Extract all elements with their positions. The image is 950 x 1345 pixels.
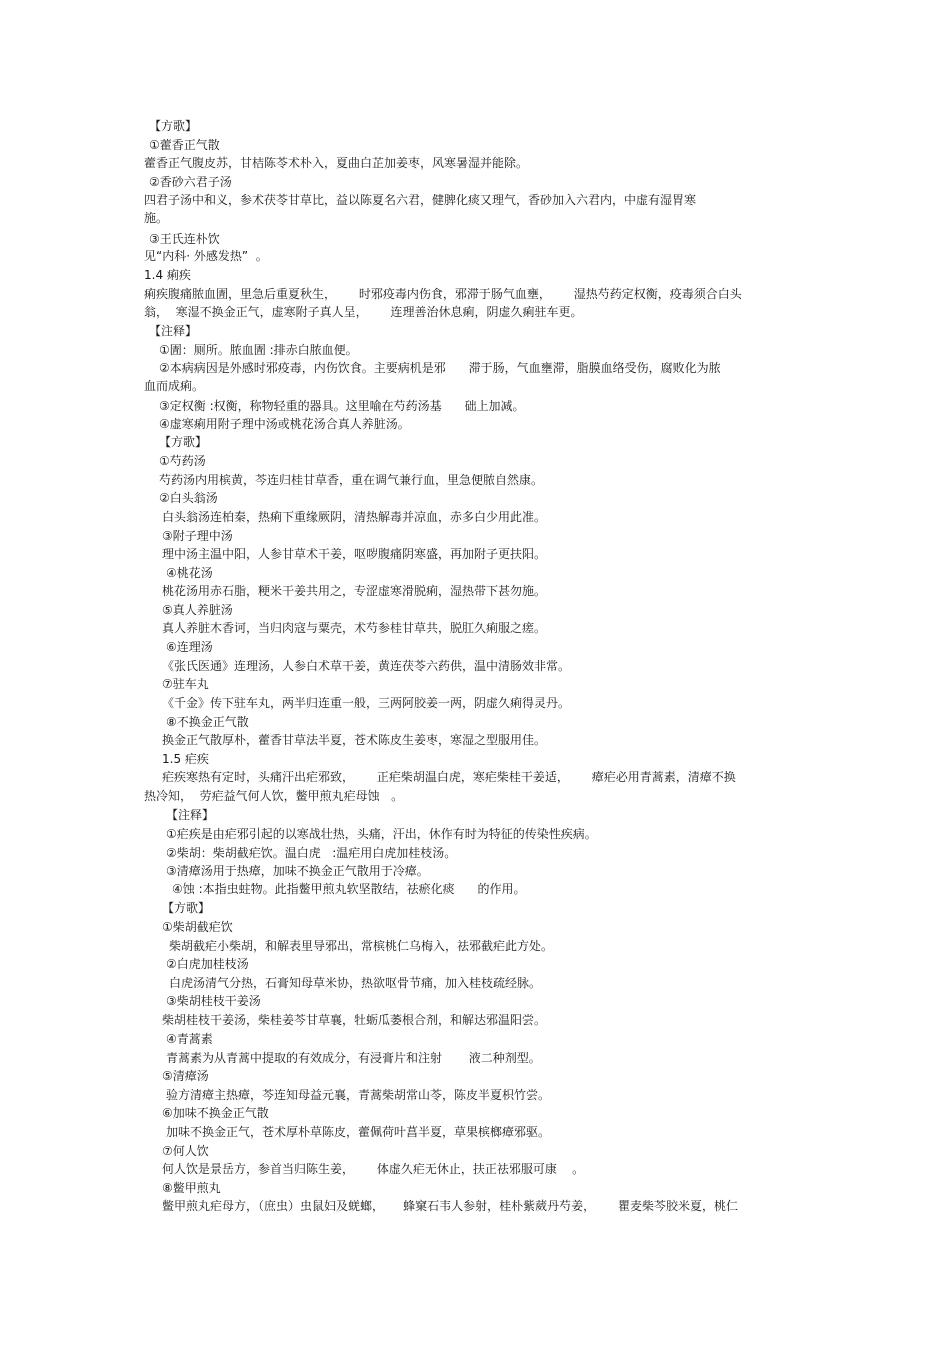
formula-name: ①柴胡截疟饮: [162, 920, 233, 934]
text-line: 理中汤主温中阳，人参甘草术干姜，呕哕腹痛阴寒盛，再加附子更扶阳。: [162, 547, 547, 561]
formula-name: ⑤真人养脏汤: [162, 603, 233, 617]
text-line: 疟疾寒热有定时，头痛汗出疟邪致， 正疟柴胡温白虎，寒疟柴桂干姜适， 瘴疟必用青蒿素，清瘴不换: [162, 770, 736, 784]
formula-name: ③柴胡桂枝干姜汤: [166, 994, 261, 1008]
formula-name: ⑥连理汤: [166, 640, 213, 654]
text-line: 验方清瘴主热瘴，芩连知母益元襄，青蒿柴胡常山苓，陈皮半夏枳竹尝。: [166, 1088, 551, 1102]
formula-name: ⑦何人饮: [162, 1144, 209, 1158]
text-line: 桃花汤用赤石脂，粳米干姜共用之，专涩虚寒滑脱痢，湿热带下甚勿施。: [162, 584, 547, 598]
text-line: 《千金》传下驻车丸，两半归连重一般，三两阿胶姜一两，阴虚久痢得灵丹。: [162, 696, 571, 710]
note-line: 血而成痢。: [144, 379, 205, 393]
text-line: 真人养脏木香诃，当归肉寇与粟壳，术芍参桂甘草共，脱肛久痢服之瘥。: [162, 621, 547, 635]
text-line: 白头翁汤连柏秦，热痢下重缘厥阴，清热解毒并凉血，赤多白少用此准。: [162, 510, 547, 524]
text-line: 何人饮是景岳方，参首当归陈生姜， 体虚久疟无休止，扶正祛邪服可康 。: [162, 1162, 585, 1176]
text-line: 《张氏医通》连理汤，人参白术草干姜，黄连茯苓六药供，温中清肠效非常。: [162, 659, 571, 673]
section-heading: 【注释】: [149, 324, 198, 338]
note-line: ④蚀 :本指虫蛀物。此指鳖甲煎丸软坚散结，祛瘀化痰 的作用。: [172, 882, 526, 896]
formula-name: ⑧鳖甲煎丸: [162, 1181, 221, 1195]
text-line: 芍药汤内用槟黄，芩连归桂甘草香，重在调气兼行血，里急便脓自然康。: [159, 473, 544, 487]
formula-name: ①藿香正气散: [149, 138, 220, 152]
text-line: 翁， 寒湿不换金正气，虚寒附子真人呈， 连理善治休息痢，阴虚久痢驻车更。: [144, 305, 583, 319]
section-heading: 【方歌】: [159, 435, 208, 449]
formula-name: ⑧不换金正气散: [166, 715, 249, 729]
text-line: 加味不换金正气，苍术厚朴草陈皮，藿佩荷叶菖半夏，草果槟榔瘴邪驱。: [166, 1125, 551, 1139]
formula-name: ④桃花汤: [166, 566, 213, 580]
text-line: 青蒿素为从青蒿中提取的有效成分，有浸膏片和注射 液二种剂型。: [166, 1051, 541, 1065]
text-line: 柴胡桂枝干姜汤，柴桂姜芩甘草襄，牡蛎瓜萎根合剂，和解达邪温阳尝。: [162, 1013, 547, 1027]
text-line: 换金正气散厚朴，藿香甘草法半夏，苍术陈皮生姜枣，寒湿之型服用佳。: [162, 733, 547, 747]
text-line: 鳖甲煎丸疟母方，（庶虫）虫鼠妇及蜣螂， 蜂窠石韦人参射，桂朴紫葳丹芍姜， 瞿麦柴芩胶米夏，桃仁: [162, 1199, 738, 1213]
text-line: 痢疾腹痛脓血圊，里急后重夏秋生， 时邪疫毒内伤食，邪滞于肠气血壅， 湿热芍药定权衡，疫毒须合白头: [144, 287, 742, 301]
text-line: 柴胡截疟小柴胡，和解表里导邪出，常槟桃仁乌梅入，祛邪截疟此方处。: [169, 939, 554, 953]
section-heading: 【注释】: [166, 808, 215, 822]
formula-name: ⑥加味不换金正气散: [162, 1106, 269, 1120]
text-line: 施。: [144, 211, 169, 225]
text-line: 四君子汤中和义，参术茯苓甘草比，益以陈夏名六君，健脾化痰又理气，香砂加入六君内，中虚有湿胃寒: [144, 193, 697, 207]
text-line: 白虎汤清气分热，石膏知母草米协，热欲呕骨节痛，加入桂枝疏经脉。: [169, 976, 542, 990]
formula-name: ③王氏连朴饮: [149, 232, 220, 246]
text-line: 见“内科· 外感发热” 。: [144, 249, 268, 263]
section-heading: 【方歌】: [162, 901, 211, 915]
note-line: ①圊：厕所。脓血圊 :排赤白脓血便。: [159, 343, 358, 357]
note-line: ③清瘴汤用于热瘴，加味不换金正气散用于冷瘴。: [166, 864, 429, 878]
formula-name: ②白虎加桂枝汤: [166, 957, 249, 971]
formula-name: ⑦驻车丸: [162, 677, 209, 691]
note-line: ②本病病因是外感时邪疫毒，内伤饮食。主要病机是邪 滞于肠，气血壅滞，脂膜血络受伤，腐败化为脓: [159, 361, 721, 375]
note-line: ③定权衡 :权衡，称物轻重的器具。这里喻在芍药汤基 础上加减。: [159, 399, 525, 413]
formula-name: ④青蒿素: [166, 1032, 213, 1046]
text-line: 热冷知， 劳疟益气何人饮，鳖甲煎丸疟母蚀 。: [144, 789, 404, 803]
section-heading: 【方歌】: [149, 119, 198, 133]
formula-name: ⑤清瘴汤: [162, 1069, 209, 1083]
note-line: ②柴胡：柴胡截疟饮。温白虎 :温疟用白虎加桂枝汤。: [166, 846, 457, 860]
text-line: 藿香正气腹皮苏，甘桔陈苓术朴入，夏曲白芷加姜枣，风寒暑湿并能除。: [144, 156, 529, 170]
formula-name: ②香砂六君子汤: [149, 175, 232, 189]
formula-name: ①芍药汤: [159, 454, 206, 468]
formula-name: ②白头翁汤: [159, 491, 218, 505]
formula-name: ③附子理中汤: [162, 529, 233, 543]
note-line: ④虚寒痢用附子理中汤或桃花汤合真人养脏汤。: [159, 417, 410, 431]
note-line: ①疟疾是由疟邪引起的以寒战壮热，头痛，汗出，休作有时为特征的传染性疾病。: [166, 827, 597, 841]
section-title: 1.5 疟疾: [162, 752, 209, 766]
section-title: 1.4 痢疾: [144, 268, 191, 282]
